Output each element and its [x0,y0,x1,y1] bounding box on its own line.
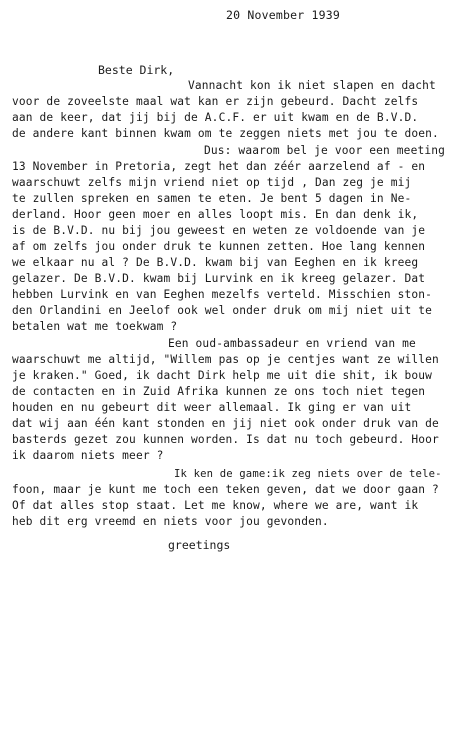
body-line: houden en nu gebeurt dit weer allemaal. Ik ging er van uit [12,401,412,414]
body-line: hebben Lurvink en van Eeghen mezelfs verteld. Misschien ston- [12,288,433,301]
body-line: waarschuwt zelfs mijn vriend niet op tijd , Dan zeg je mij [12,176,412,189]
body-line: je kraken." Goed, ik dacht Dirk help me uit die shit, ik bouw [12,369,433,382]
body-line: de contacten en in Zuid Afrika kunnen ze ons toch niet tegen [12,385,426,398]
body-line: voor de zoveelste maal wat kan er zijn gebeurd. Dacht zelfs [12,95,419,108]
body-line: Of dat alles stop staat. Let me know, where we are, want ik [12,499,419,512]
body-line: aan de keer, dat jij bij de A.C.F. er uit kwam en de B.V.D. [12,111,419,124]
body-line: den Orlandini en Jeelof ook wel onder druk om mij niet uit te [12,304,433,317]
body-line: foon, maar je kunt me toch een teken geven, dat we door gaan ? [12,483,439,496]
body-line: de andere kant binnen kwam om te zeggen niets met jou te doen. [12,127,439,140]
letter-salutation: Beste Dirk, [98,63,175,77]
body-line: waarschuwt me altijd, "Willem pas op je centjes want ze willen [12,353,439,366]
body-line: Vannacht kon ik niet slapen en dacht [188,79,436,92]
letter-date: 20 November 1939 [226,8,340,22]
body-line: heb dit erg vreemd en niets voor jou gevonden. [12,515,329,528]
body-line: basterds gezet zou kunnen worden. Is dat nu toch gebeurd. Hoor [12,433,439,446]
body-line: derland. Hoor geen moer en alles loopt mis. En dan denk ik, [12,208,419,221]
body-line: Een oud-ambassadeur en vriend van me [168,337,416,350]
body-line: af om zelfs jou onder druk te kunnen zetten. Hoe lang kennen [12,240,426,253]
body-line: we elkaar nu al ? De B.V.D. kwam bij van Eeghen en ik kreeg [12,256,419,269]
body-line: te zullen spreken en samen te eten. Je bent 5 dagen in Ne- [12,192,412,205]
letter-closing: greetings [168,538,231,552]
body-line: Dus: waarom bel je voor een meeting [204,144,445,157]
body-line: Ik ken de game:ik zeg niets over de tele- [174,468,442,480]
body-line: 13 November in Pretoria, zegt het dan zéér aarzelend af - en [12,160,426,173]
body-line: gelazer. De B.V.D. kwam bij Lurvink en ik kreeg gelazer. Dat [12,272,426,285]
body-line: betalen wat me toekwam ? [12,320,178,333]
body-line: ik daarom niets meer ? [12,449,164,462]
body-line: is de B.V.D. nu bij jou geweest en weten ze voldoende van je [12,224,426,237]
body-line: dat wij aan één kant stonden en jij niet ook onder druk van de [12,417,439,430]
